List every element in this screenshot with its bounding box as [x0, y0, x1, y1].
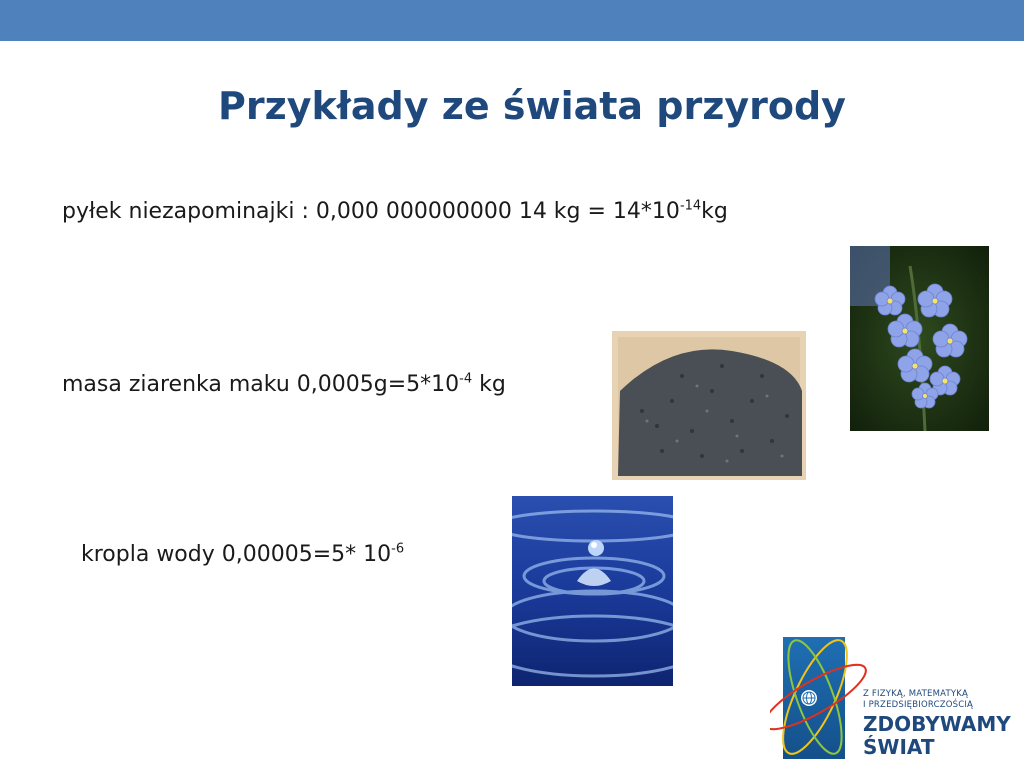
poppy-seed-mass-unit: kg — [472, 372, 506, 397]
water-drop-photo — [512, 496, 673, 686]
logo-tagline-line1: Z FIZYKĄ, MATEMATYKĄ — [863, 689, 969, 699]
poppy-seed-mass-line — [62, 372, 506, 397]
forget-me-not-photo — [850, 246, 989, 431]
pollen-mass-text: pyłek niezapominajki : 0,000 000000000 14 kg = 14*10 — [62, 199, 680, 224]
globe-icon — [801, 690, 817, 706]
logo-title-line2: ŚWIAT — [863, 735, 935, 759]
pollen-mass-unit: kg — [701, 199, 728, 224]
project-logo — [770, 625, 1024, 768]
top-accent-bar — [0, 0, 1024, 41]
poppy-seeds-photo — [612, 331, 806, 480]
slide-title: Przykłady ze świata przyrody — [218, 84, 846, 128]
pollen-mass-line — [62, 199, 728, 224]
poppy-seed-mass-text: masa ziarenka maku 0,0005g=5*10 — [62, 372, 460, 397]
water-drop-mass-exponent: -6 — [391, 541, 405, 557]
logo-tagline-line2: I PRZEDSIĘBIORCZOŚCIĄ — [863, 700, 974, 710]
water-drop-mass-text: kropla wody 0,00005=5* 10 — [81, 542, 392, 567]
poppy-seed-mass-exponent: -4 — [459, 371, 473, 387]
pollen-mass-exponent: -14 — [679, 198, 702, 214]
water-drop-mass-line — [81, 542, 404, 567]
logo-title-line1: ZDOBYWAMY — [863, 712, 1011, 736]
